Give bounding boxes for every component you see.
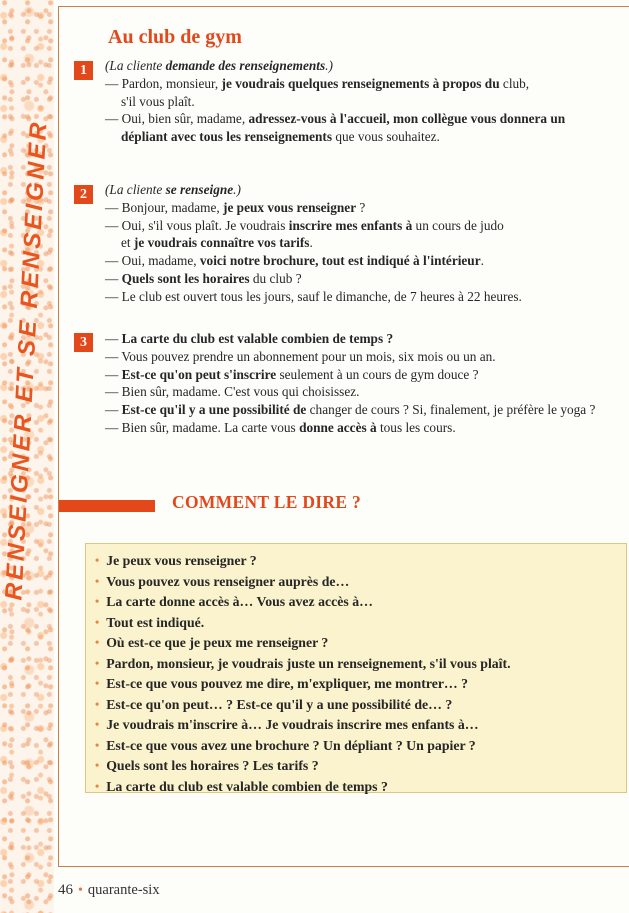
dialogue-line: — La carte du club est valable combien de temps ?	[105, 331, 394, 346]
phrase-item	[95, 572, 620, 593]
bullet-icon: •	[95, 696, 100, 711]
section-number-badge: 3	[74, 333, 93, 352]
phrase-text: Est-ce que vous avez une brochure ? Un dépliant ? Un papier ?	[106, 737, 476, 753]
phrase-text: Tout est indiqué.	[106, 614, 205, 630]
section-header-bar	[59, 500, 155, 512]
dialogue-section-3	[73, 330, 623, 437]
phrase-text: Vous pouvez vous renseigner auprès de…	[106, 573, 350, 589]
phrase-text: Pardon, monsieur, je voudrais juste un renseignement, s'il vous plaît.	[106, 655, 511, 671]
phrase-item	[95, 613, 620, 634]
phrase-text: Est-ce qu'on peut… ? Est-ce qu'il y a une possibilité de… ?	[106, 696, 453, 712]
phrase-text: Je peux vous renseigner ?	[106, 553, 257, 568]
phrase-item	[95, 551, 620, 572]
dialogue-line: dépliant avec tous les renseignements que vous souhaitez.	[121, 129, 440, 145]
dialogue-line: — Bien sûr, madame. C'est vous qui choisissez.	[105, 384, 360, 400]
phrase-item	[95, 756, 620, 777]
section-number-badge: 1	[74, 61, 93, 80]
dialogue-lines	[105, 57, 623, 146]
bullet-icon: •	[95, 655, 100, 670]
page-footer	[58, 882, 160, 899]
phrase-text: Je voudrais m'inscrire à… Je voudrais inscrire mes enfants à…	[106, 717, 479, 733]
phrase-text: Quels sont les horaires ? Les tarifs ?	[106, 758, 319, 774]
phrase-item	[95, 633, 620, 654]
bullet-icon: •	[95, 594, 100, 609]
dialogue-line: — Bien sûr, madame. La carte vous donne accès à tous les cours.	[105, 419, 456, 435]
dialogue-line: — Bonjour, madame, je peux vous renseigner ?	[105, 199, 366, 215]
bullet-icon: •	[95, 553, 100, 567]
phrase-item	[95, 592, 620, 613]
phrases-box	[85, 543, 627, 793]
dialogue-line: — Le club est ouvert tous les jours, sauf le dimanche, de 7 heures à 22 heures.	[105, 288, 522, 304]
bullet-icon: •	[95, 758, 100, 773]
bullet-icon: •	[95, 573, 100, 588]
dialogue-line: — Est-ce qu'on peut s'inscrire seulement à un cours de gym douce ?	[105, 366, 479, 382]
phrase-item	[95, 736, 620, 757]
bullet-icon: •	[95, 676, 100, 691]
phrase-text: Où est-ce que je peux me renseigner ?	[106, 635, 329, 651]
phrase-text: La carte donne accès à… Vous avez accès à…	[106, 594, 373, 610]
dialogue-line: — Oui, madame, voici notre brochure, tout est indiqué à l'intérieur.	[105, 253, 484, 269]
comment-le-dire-title: COMMENT LE DIRE ?	[172, 492, 362, 512]
dialogue-section-2	[73, 181, 623, 306]
page-number: 46	[58, 882, 73, 898]
stage-direction: (La cliente demande des renseignements.)	[105, 58, 333, 73]
phrase-item	[95, 695, 620, 716]
phrase-text: La carte du club est valable combien de temps ?	[106, 779, 388, 795]
bullet-icon: •	[95, 737, 100, 752]
page-number-word: quarante-six	[87, 882, 160, 898]
phrase-text: Est-ce que vous pouvez me dire, m'expliquer, me montrer… ?	[106, 676, 469, 692]
bullet-icon: •	[95, 779, 100, 794]
dialogue-lines	[105, 330, 623, 437]
dialogue-line: — Vous pouvez prendre un abonnement pour un mois, six mois ou un an.	[105, 348, 496, 364]
dialogue-section-1	[73, 57, 623, 146]
bullet-icon: •	[95, 635, 100, 650]
page-title: Au club de gym	[108, 26, 242, 48]
phrase-item	[95, 674, 620, 695]
dialogue-line: — Oui, s'il vous plaît. Je voudrais inscrire mes enfants à un cours de judo	[105, 217, 504, 233]
dialogue-line: s'il vous plaît.	[121, 93, 195, 109]
dialogue-line: — Pardon, monsieur, je voudrais quelques renseignements à propos du club,	[105, 75, 530, 91]
bullet-icon: •	[95, 614, 100, 629]
dialogue-lines	[105, 181, 623, 306]
bullet-icon: •	[95, 717, 100, 732]
phrase-item	[95, 715, 620, 736]
phrase-item	[95, 777, 620, 798]
sidebar-vertical-label: RENSEIGNER ET SE RENSEIGNER	[0, 119, 53, 601]
stage-direction: (La cliente se renseigne.)	[105, 182, 241, 197]
footer-separator-dot: •	[78, 883, 83, 898]
dialogue-line: — Quels sont les horaires du club ?	[105, 270, 302, 286]
dialogue-line: et je voudrais connaître vos tarifs.	[121, 235, 313, 251]
dialogue-line: — Est-ce qu'il y a une possibilité de changer de cours ? Si, finalement, je préfère le yoga ?	[105, 402, 596, 418]
dialogue-line: — Oui, bien sûr, madame, adressez-vous à l'accueil, mon collègue vous donnera un	[105, 111, 566, 127]
phrase-item	[95, 654, 620, 675]
section-number-badge: 2	[74, 185, 93, 204]
